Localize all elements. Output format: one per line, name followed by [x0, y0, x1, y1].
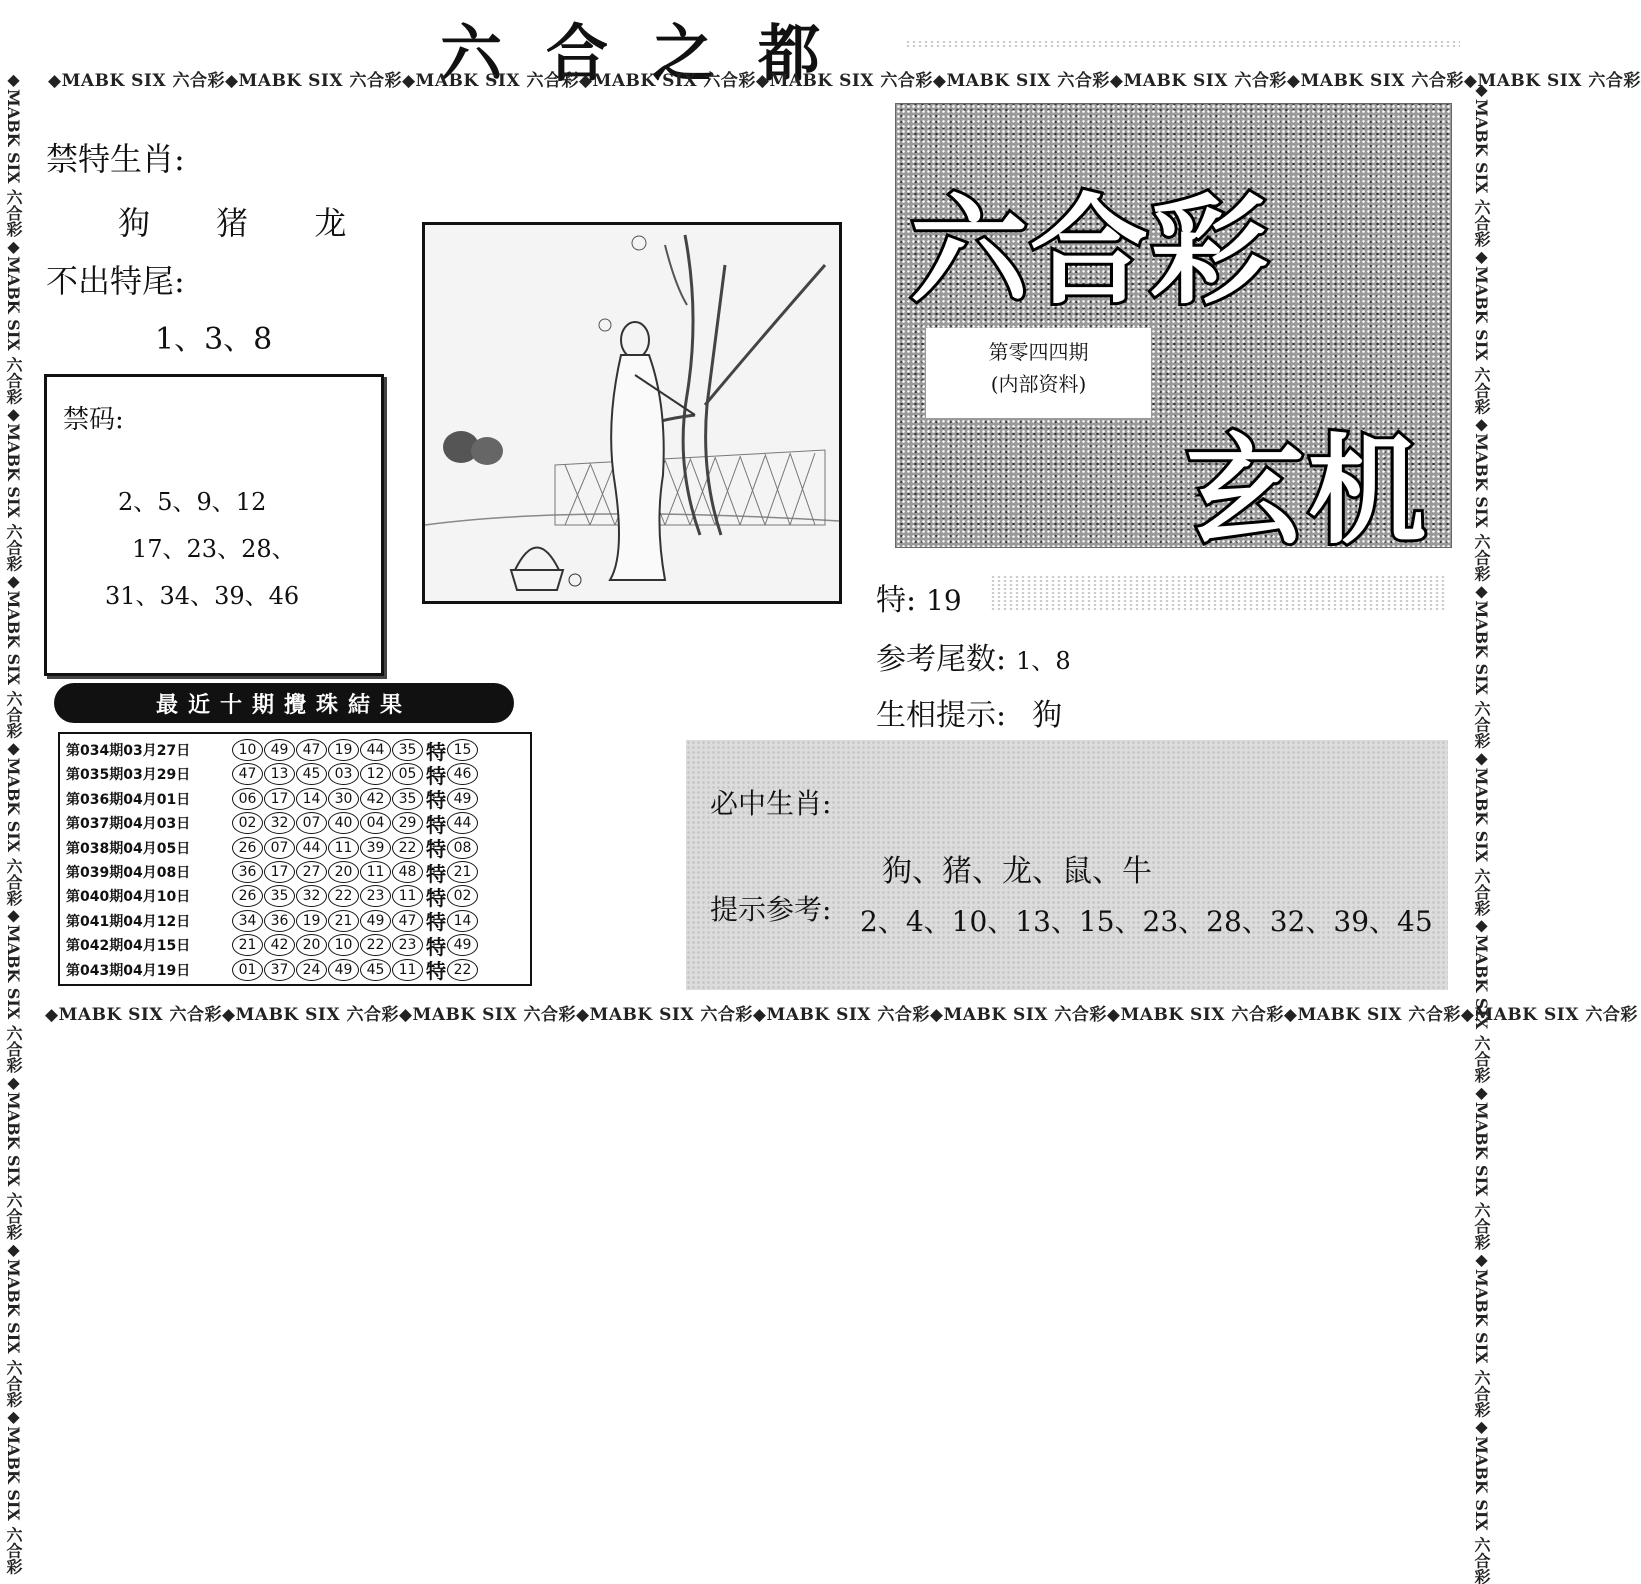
- zodiac-hint-row: [876, 690, 1062, 734]
- results-ball: 36: [232, 861, 263, 883]
- results-special-ball: 46: [447, 763, 478, 785]
- results-ball: 20: [296, 934, 327, 956]
- results-period: 第040期04月10日: [66, 889, 191, 906]
- results-ball: 42: [264, 934, 295, 956]
- forbidden-tail-value: 1、3、8: [155, 322, 273, 357]
- border-strip-top: ◆MABK SIX 六合彩◆MABK SIX 六合彩◆MABK SIX 六合彩◆MABK SIX 六合彩◆MABK SIX 六合彩◆MABK SIX 六合彩◆MABK SIX 六合彩◆MABK SIX 六合彩◆MABK SIX 六合彩: [48, 71, 1641, 91]
- ref-tail-value: 1、8: [1016, 647, 1071, 675]
- border-strip-right: ◆MABK SIX 六合彩◆MABK SIX 六合彩◆MABK SIX 六合彩◆MABK SIX 六合彩◆MABK SIX 六合彩◆MABK SIX 六合彩◆MABK SIX 六合彩◆MABK SIX 六合彩◆MABK SIX 六合彩: [1472, 80, 1491, 1584]
- results-row: [66, 933, 479, 957]
- illustration-woman-tree: [422, 222, 842, 604]
- ref-tail-row: [876, 634, 1071, 678]
- results-period: 第038期04月05日: [66, 840, 191, 857]
- results-ball: 27: [296, 861, 327, 883]
- masthead-dotted-rule: [905, 40, 1460, 48]
- zodiac-hint-value: 狗: [1032, 698, 1063, 733]
- hint-label: 提示参考:: [710, 893, 832, 926]
- results-ball: 32: [264, 812, 295, 834]
- results-special-ball: 49: [447, 934, 478, 956]
- results-ball: 01: [232, 959, 263, 981]
- results-row: [66, 811, 479, 835]
- results-special-ball: 02: [447, 885, 478, 907]
- results-special-ball: 22: [447, 959, 478, 981]
- results-ball: 11: [360, 861, 391, 883]
- results-ball: 30: [328, 788, 359, 810]
- results-period: 第039期04月08日: [66, 865, 191, 881]
- results-ball: 24: [296, 959, 327, 981]
- results-ball: 35: [392, 739, 423, 761]
- issue-box: [926, 328, 1151, 418]
- results-ball: 42: [360, 788, 391, 810]
- results-ball: 35: [264, 885, 295, 907]
- results-special-marker: 特: [426, 739, 446, 764]
- results-special-marker: 特: [426, 885, 446, 910]
- results-period: 第042期04月15日: [66, 938, 191, 955]
- results-ball: 11: [392, 885, 423, 907]
- results-ball: 23: [392, 934, 423, 956]
- results-ball: 36: [264, 910, 295, 932]
- results-ball: 10: [232, 739, 263, 761]
- results-ball: 47: [232, 763, 263, 785]
- results-ball: 06: [232, 788, 263, 810]
- forbidden-tail-label: 不出特尾:: [46, 262, 185, 300]
- results-special-ball: 15: [447, 739, 478, 761]
- forbidden-zodiac-value: 狗 猪 龙: [118, 204, 355, 242]
- results-ball: 22: [328, 885, 359, 907]
- masthead-title: 六合之都: [440, 17, 865, 90]
- results-ball: 39: [360, 837, 391, 859]
- forbidden-zodiac-label: 禁特生肖:: [46, 140, 185, 178]
- issue-note: (内部资料): [990, 372, 1087, 396]
- results-ball: 40: [328, 812, 359, 834]
- results-special-marker: 特: [426, 812, 446, 837]
- results-special-marker: 特: [426, 788, 446, 813]
- results-ball: 22: [360, 934, 391, 956]
- results-ball: 04: [360, 812, 391, 834]
- results-ball: 49: [360, 910, 391, 932]
- results-period: 第037期04月03日: [66, 816, 191, 833]
- must-win-box: [686, 740, 1448, 990]
- results-ball: 21: [328, 910, 359, 932]
- poster-title: 六合彩: [910, 182, 1271, 320]
- special-label: 特:: [876, 583, 917, 618]
- results-period: 第035期03月29日: [66, 767, 191, 784]
- ref-tail-label: 参考尾数:: [876, 642, 1007, 677]
- results-special-marker: 特: [426, 910, 446, 935]
- results-ball: 19: [296, 910, 327, 932]
- results-ball: 11: [328, 837, 359, 859]
- results-special-ball: 44: [447, 812, 478, 834]
- results-ball: 14: [296, 788, 327, 810]
- results-ball: 19: [328, 739, 359, 761]
- results-ball: 12: [360, 763, 391, 785]
- results-ball: 47: [392, 910, 423, 932]
- zodiac-hint-label: 生相提示:: [876, 698, 1007, 733]
- results-special-marker: 特: [426, 934, 446, 959]
- poster-panel: [895, 103, 1452, 560]
- hint-value: 2、4、10、13、15、23、28、32、39、45: [860, 905, 1433, 938]
- results-ball: 32: [296, 885, 327, 907]
- results-row: [66, 836, 479, 860]
- results-ball: 34: [232, 910, 263, 932]
- results-ball: 23: [360, 885, 391, 907]
- forbidden-numbers-list: [47, 479, 381, 620]
- results-row: [66, 884, 479, 908]
- border-strip-left: ◆MABK SIX 六合彩◆MABK SIX 六合彩◆MABK SIX 六合彩◆MABK SIX 六合彩◆MABK SIX 六合彩◆MABK SIX 六合彩◆MABK SIX 六合彩◆MABK SIX 六合彩◆MABK SIX 六合彩: [4, 70, 23, 1575]
- results-ball: 22: [392, 837, 423, 859]
- special-value: 19: [926, 584, 962, 617]
- issue-number: 第零四四期: [988, 340, 1089, 364]
- results-ball: 45: [296, 763, 327, 785]
- forbidden-numbers-box: [44, 374, 384, 676]
- results-ball: 10: [328, 934, 359, 956]
- results-special-marker: 特: [426, 959, 446, 984]
- results-period: 第036期04月01日: [66, 791, 191, 808]
- results-row: [66, 909, 479, 933]
- results-ball: 48: [392, 861, 423, 883]
- poster-subtitle: 玄机: [1186, 422, 1431, 560]
- results-special-ball: 49: [447, 788, 478, 810]
- results-ball: 26: [232, 885, 263, 907]
- results-ball: 21: [232, 934, 263, 956]
- results-ball: 17: [264, 861, 295, 883]
- forbidden-numbers-line: 2、5、9、12: [118, 488, 267, 516]
- results-ball: 20: [328, 861, 359, 883]
- results-ball: 44: [296, 837, 327, 859]
- forbidden-numbers-line: 31、34、39、46: [105, 582, 300, 610]
- results-special-marker: 特: [426, 861, 446, 886]
- results-ball: 07: [264, 837, 295, 859]
- results-ball: 03: [328, 763, 359, 785]
- results-row: [66, 762, 479, 786]
- results-row: [66, 787, 479, 811]
- special-row: [876, 575, 962, 619]
- results-row: [66, 738, 479, 762]
- must-win-label: 必中生肖:: [710, 787, 832, 820]
- results-ball: 05: [392, 763, 423, 785]
- results-row: [66, 958, 479, 982]
- forbidden-numbers-line: 17、23、28、: [132, 535, 296, 563]
- special-dotted-fill: [990, 575, 1445, 611]
- results-ball: 29: [392, 812, 423, 834]
- illustration-drawing: [425, 225, 839, 601]
- results-special-ball: 08: [447, 837, 478, 859]
- results-special-ball: 21: [447, 861, 478, 883]
- results-banner: 最近十期攪珠結果: [54, 683, 514, 723]
- border-strip-bottom: ◆MABK SIX 六合彩◆MABK SIX 六合彩◆MABK SIX 六合彩◆MABK SIX 六合彩◆MABK SIX 六合彩◆MABK SIX 六合彩◆MABK SIX 六合彩◆MABK SIX 六合彩◆MABK SIX 六合彩: [45, 1005, 1638, 1025]
- results-ball: 11: [392, 959, 423, 981]
- forbidden-numbers-label: 禁码:: [63, 405, 124, 435]
- results-row: [66, 860, 479, 884]
- results-ball: 17: [264, 788, 295, 810]
- results-ball: 35: [392, 788, 423, 810]
- results-ball: 13: [264, 763, 295, 785]
- results-period: 第041期04月12日: [66, 913, 191, 930]
- results-special-ball: 14: [447, 910, 478, 932]
- results-ball: 45: [360, 959, 391, 981]
- results-ball: 02: [232, 812, 263, 834]
- results-special-marker: 特: [426, 837, 446, 862]
- results-ball: 07: [296, 812, 327, 834]
- results-ball: 49: [328, 959, 359, 981]
- results-period: 第034期03月27日: [66, 743, 191, 759]
- results-special-marker: 特: [426, 763, 446, 788]
- must-win-value: 狗、猪、龙、鼠、牛: [882, 854, 1152, 889]
- results-ball: 49: [264, 739, 295, 761]
- results-period: 第043期04月19日: [66, 962, 191, 979]
- results-ball: 44: [360, 739, 391, 761]
- results-table: [58, 732, 532, 986]
- results-ball: 26: [232, 837, 263, 859]
- results-ball: 47: [296, 739, 327, 761]
- results-ball: 37: [264, 959, 295, 981]
